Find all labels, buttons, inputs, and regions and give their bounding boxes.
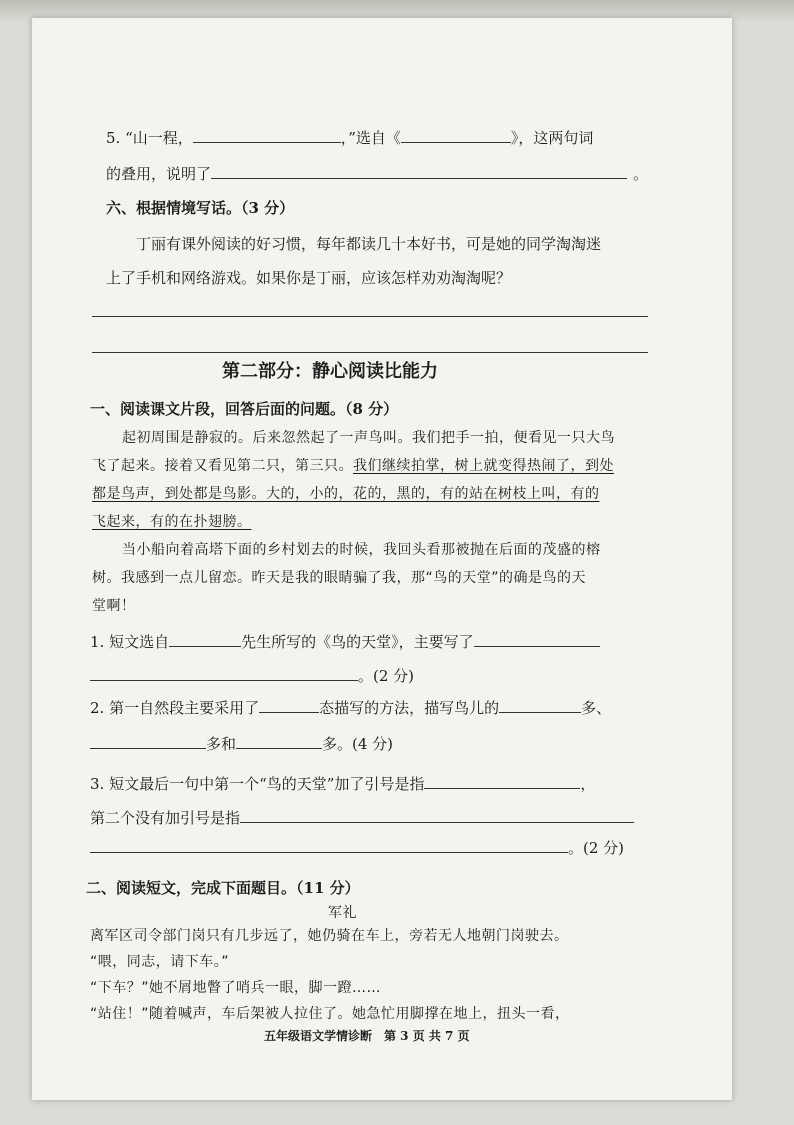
q2-blank-3[interactable] <box>90 734 206 749</box>
passage2-line1: 当小船向着高塔下面的乡村划去的时候，我回头看那被抛在后面的茂盛的榕 <box>122 542 601 558</box>
section6-heading: 六、根据情境写话。（3 分） <box>106 199 295 217</box>
q1-blank-content[interactable] <box>474 632 600 647</box>
passage1-line3: 都是鸟声，到处都是鸟影。大的，小的，花的，黑的，有的站在树枝上叫，有的 <box>92 486 600 502</box>
q5-line2: 的叠用，说明了 。 <box>106 165 649 183</box>
story-title: 军礼 <box>328 905 357 921</box>
q1-line1: 1. 短文选自 先生所写的《鸟的天堂》，主要写了 <box>90 632 600 652</box>
passage2-line2: 树。我感到一点儿留恋。昨天是我的眼睛骗了我，那“鸟的天堂”的确是鸟的天 <box>92 570 587 586</box>
story-line1: 离军区司令部门岗只有几步远了，她仍骑在车上，旁若无人地朝门岗驶去。 <box>90 928 569 944</box>
q2-line1: 2. 第一自然段主要采用了 态描写的方法，描写鸟儿的 多、 <box>90 699 612 717</box>
exam-page <box>32 18 732 1100</box>
q5-line1: 5. “山一程， ，”选自《 》，这两句词 <box>106 129 594 147</box>
q5-blank-3[interactable] <box>211 164 627 179</box>
underlined-sentence: 我们继续拍掌，树上就变得热闹了，到处 <box>353 458 614 474</box>
story-line3: “下车？”她不屑地瞥了哨兵一眼，脚一蹬…… <box>90 980 382 996</box>
q3-line2: 第二个没有加引号是指 <box>90 808 634 828</box>
q2-blank-1[interactable] <box>259 698 319 713</box>
q2-blank-4[interactable] <box>236 734 322 749</box>
q1-line2: 。(2 分) <box>90 666 414 686</box>
q3-blank-2[interactable] <box>240 808 634 823</box>
answer-line-2[interactable] <box>92 352 648 353</box>
q3-line3: 。(2 分) <box>90 838 624 858</box>
q2-line2: 多和 多。(4 分) <box>90 734 393 754</box>
q1-blank-content-cont[interactable] <box>90 666 358 681</box>
page-footer: 五年级语文学情诊断 第 3 页 共 7 页 <box>264 1029 470 1043</box>
passage1-line1: 起初周围是静寂的。后来忽然起了一声鸟叫。我们把手一拍，便看见一只大鸟 <box>122 430 615 446</box>
q5-blank-1[interactable] <box>193 128 341 143</box>
passage1-line2: 飞了起来。接着又看见第二只，第三只。我们继续拍掌，树上就变得热闹了，到处 <box>92 458 614 474</box>
passage2-line3: 堂啊！ <box>92 598 136 614</box>
q2-blank-2[interactable] <box>499 698 581 713</box>
q1-blank-author[interactable] <box>169 632 241 647</box>
passage1-line4: 飞起来，有的在扑翅膀。 <box>92 514 252 530</box>
story-line2: “喂，同志，请下车。” <box>90 954 230 970</box>
q3-blank-1[interactable] <box>424 774 580 789</box>
q5-blank-2[interactable] <box>401 128 511 143</box>
sec1-heading: 一、阅读课文片段，回答后面的问题。（8 分） <box>90 400 399 418</box>
section6-text-line1: 丁丽有课外阅读的好习惯，每年都读几十本好书，可是她的同学淘淘迷 <box>136 235 602 253</box>
part2-title: 第二部分：静心阅读比能力 <box>222 361 438 382</box>
section6-text-line2: 上了手机和网络游戏。如果你是丁丽，应该怎样劝劝淘淘呢？ <box>106 269 512 287</box>
q3-line1: 3. 短文最后一句中第一个“鸟的天堂”加了引号是指 ， <box>90 775 596 793</box>
q3-blank-3[interactable] <box>90 838 568 853</box>
story-line4: “站住！”随着喊声，车后架被人拉住了。她急忙用脚撑在地上，扭头一看， <box>90 1006 570 1022</box>
sec2-heading: 二、阅读短文，完成下面题目。（11 分） <box>86 879 360 897</box>
answer-line-1[interactable] <box>92 316 648 317</box>
